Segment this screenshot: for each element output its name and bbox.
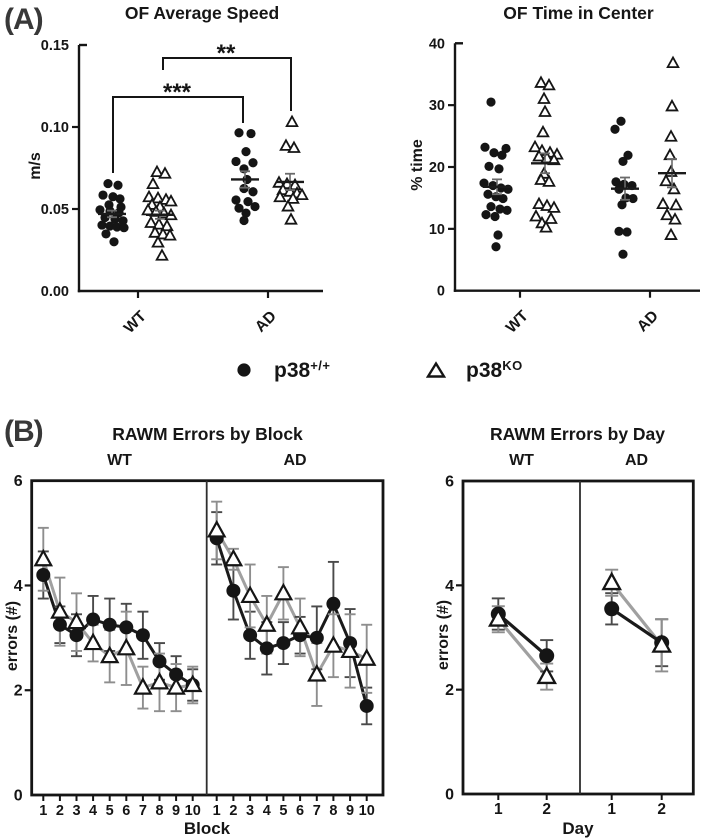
data-point-circle bbox=[617, 200, 626, 209]
legend-item-p38-knockout bbox=[426, 355, 523, 385]
data-point-circle bbox=[618, 157, 627, 166]
data-point-circle bbox=[136, 628, 150, 642]
data-point-circle bbox=[618, 250, 627, 259]
x-tick-label: AD bbox=[633, 307, 662, 336]
data-point-triangle bbox=[148, 178, 159, 188]
data-point-circle bbox=[101, 229, 110, 238]
data-point-triangle bbox=[662, 210, 673, 220]
data-point-circle bbox=[360, 699, 374, 713]
data-point-circle bbox=[326, 597, 340, 611]
chart-of_center bbox=[429, 36, 700, 336]
legend-label-superscript: +/+ bbox=[310, 358, 331, 373]
data-point-circle bbox=[226, 584, 240, 598]
data-point-triangle bbox=[309, 666, 325, 680]
data-point-circle bbox=[119, 223, 128, 232]
legend-triangle-marker bbox=[428, 364, 444, 377]
x-tick-label: 10 bbox=[184, 803, 201, 819]
significance-stars: ** bbox=[216, 40, 236, 67]
data-point-circle bbox=[241, 147, 250, 156]
data-point-triangle bbox=[546, 213, 557, 223]
data-point-circle bbox=[250, 202, 259, 211]
x-tick-label: 8 bbox=[329, 803, 338, 819]
data-point-circle bbox=[483, 190, 492, 199]
y-tick-label: 6 bbox=[13, 473, 23, 491]
data-point-triangle bbox=[287, 116, 298, 126]
y-tick-label: 2 bbox=[13, 682, 23, 700]
legend-label-p38-knockout bbox=[466, 359, 523, 381]
subpanel-label-block-ad: AD bbox=[283, 452, 307, 469]
data-point-triangle bbox=[536, 77, 547, 87]
data-point-triangle bbox=[242, 588, 258, 602]
data-point-triangle bbox=[152, 674, 168, 688]
data-point-circle bbox=[109, 237, 118, 246]
y-tick-label: 40 bbox=[428, 36, 445, 53]
chart-rawm_day bbox=[445, 474, 693, 819]
data-point-triangle bbox=[326, 637, 342, 651]
data-point-triangle bbox=[259, 616, 275, 630]
data-point-circle bbox=[490, 212, 499, 221]
data-point-circle bbox=[36, 568, 50, 582]
y-tick-label: 10 bbox=[428, 221, 445, 238]
data-point-circle bbox=[234, 128, 243, 137]
subpanel-label-block-wt: WT bbox=[107, 452, 132, 469]
data-point-circle bbox=[486, 97, 495, 106]
data-point-triangle bbox=[671, 200, 682, 210]
data-point-circle bbox=[614, 227, 623, 236]
data-point-triangle bbox=[118, 640, 134, 654]
x-tick-label: 9 bbox=[172, 803, 181, 819]
data-point-triangle bbox=[666, 131, 677, 141]
data-point-triangle bbox=[658, 199, 669, 209]
data-point-circle bbox=[616, 117, 625, 126]
data-point-circle bbox=[103, 179, 112, 188]
y-tick-label: 0.10 bbox=[40, 120, 69, 136]
y-axis-label-errors-block: errors (#) bbox=[4, 600, 21, 672]
x-tick-label: 10 bbox=[358, 803, 375, 819]
x-tick-label: 1 bbox=[493, 801, 503, 818]
y-tick-label: 0.00 bbox=[40, 284, 69, 300]
x-tick-label: 2 bbox=[229, 803, 238, 819]
data-point-triangle bbox=[157, 250, 168, 260]
data-point-circle bbox=[248, 158, 257, 167]
y-tick-label: 0 bbox=[13, 787, 23, 805]
data-point-triangle bbox=[665, 150, 676, 160]
data-point-circle bbox=[610, 125, 619, 134]
y-tick-label: 0 bbox=[445, 786, 454, 804]
data-point-circle bbox=[231, 195, 240, 204]
data-point-circle bbox=[497, 151, 506, 160]
panel-b-label: (B) bbox=[4, 415, 43, 448]
filled-circle-icon bbox=[236, 362, 252, 378]
x-tick-label: 3 bbox=[72, 803, 81, 819]
data-point-circle bbox=[53, 618, 67, 632]
x-tick-label: AD bbox=[251, 307, 280, 336]
data-point-triangle bbox=[666, 166, 677, 176]
x-tick-label: 1 bbox=[39, 803, 48, 819]
legend-circle-marker bbox=[237, 363, 250, 376]
data-point-circle bbox=[486, 202, 495, 211]
legend-label-base: p38 bbox=[274, 359, 311, 382]
data-point-triangle bbox=[276, 585, 292, 599]
y-tick-label: 0.15 bbox=[40, 38, 69, 54]
x-tick-label: 1 bbox=[607, 801, 617, 818]
x-tick-label: 4 bbox=[89, 803, 98, 819]
data-point-triangle bbox=[209, 522, 225, 536]
data-point-triangle bbox=[667, 101, 678, 111]
x-tick-label: 4 bbox=[262, 803, 271, 819]
significance-stars: *** bbox=[162, 79, 192, 106]
data-point-triangle bbox=[661, 176, 672, 186]
data-point-circle bbox=[276, 636, 290, 650]
subpanel-label-day-ad: AD bbox=[624, 452, 649, 469]
x-tick-label: WT bbox=[502, 307, 532, 337]
x-tick-label: 2 bbox=[55, 803, 64, 819]
data-point-triangle bbox=[538, 127, 549, 137]
x-tick-label: 7 bbox=[312, 803, 321, 819]
chart-title-of-average-speed: OF Average Speed bbox=[124, 3, 280, 23]
data-point-circle bbox=[231, 157, 240, 166]
data-point-triangle bbox=[292, 619, 308, 633]
y-tick-label: 2 bbox=[445, 682, 454, 700]
open-triangle-icon bbox=[426, 361, 446, 379]
x-tick-label: 8 bbox=[155, 803, 164, 819]
y-tick-label: 0 bbox=[436, 283, 445, 300]
x-tick-label: 6 bbox=[296, 803, 305, 819]
data-point-circle bbox=[86, 613, 100, 627]
data-point-circle bbox=[243, 628, 257, 642]
data-point-circle bbox=[153, 654, 167, 668]
data-point-circle bbox=[103, 618, 117, 632]
data-point-triangle bbox=[226, 551, 242, 565]
x-tick-label: WT bbox=[120, 307, 150, 337]
subpanel-label-day-wt: WT bbox=[509, 452, 534, 469]
data-point-triangle bbox=[35, 551, 51, 565]
series-line-p38wt bbox=[43, 575, 192, 685]
legend-label-base: p38 bbox=[466, 359, 503, 382]
legend-item-p38-wildtype bbox=[236, 355, 330, 385]
y-tick-label: 30 bbox=[428, 98, 445, 115]
data-point-circle bbox=[502, 206, 511, 215]
panel-a-label: (A) bbox=[4, 3, 43, 36]
legend-label-p38-wildtype bbox=[274, 359, 330, 381]
data-point-triangle bbox=[666, 229, 677, 239]
chart-title-rawm-errors-by-block: RAWM Errors by Block bbox=[112, 424, 303, 444]
data-point-circle bbox=[119, 620, 133, 634]
x-tick-label: 2 bbox=[657, 801, 667, 818]
data-point-circle bbox=[489, 148, 498, 157]
y-axis-label-center: % time bbox=[409, 139, 426, 191]
chart-of_speed bbox=[41, 38, 323, 337]
y-tick-label: 4 bbox=[13, 577, 23, 595]
data-point-triangle bbox=[539, 93, 550, 103]
data-point-triangle bbox=[286, 214, 297, 224]
chart-rawm_block bbox=[14, 473, 383, 819]
x-tick-label: 3 bbox=[246, 803, 255, 819]
data-point-circle bbox=[70, 628, 84, 642]
data-point-circle bbox=[97, 220, 106, 229]
data-point-triangle bbox=[668, 57, 679, 67]
data-point-circle bbox=[628, 194, 637, 203]
x-tick-label: 7 bbox=[138, 803, 147, 819]
x-tick-label: 9 bbox=[346, 803, 355, 819]
data-point-triangle bbox=[69, 614, 85, 628]
data-point-circle bbox=[622, 227, 631, 236]
x-tick-label: 6 bbox=[122, 803, 131, 819]
data-point-circle bbox=[310, 631, 324, 645]
data-point-circle bbox=[498, 194, 507, 203]
data-point-circle bbox=[491, 242, 500, 251]
data-point-triangle bbox=[603, 574, 620, 589]
x-tick-label: 5 bbox=[279, 803, 288, 819]
y-tick-label: 6 bbox=[445, 473, 454, 491]
chart-title-rawm-errors-by-day: RAWM Errors by Day bbox=[489, 424, 666, 444]
data-point-circle bbox=[480, 143, 489, 152]
data-point-circle bbox=[113, 181, 122, 190]
data-point-circle bbox=[481, 210, 490, 219]
significance-bracket bbox=[113, 97, 243, 173]
data-point-circle bbox=[239, 216, 248, 225]
chart-title-of-time-in-center: OF Time in Center bbox=[503, 3, 654, 23]
x-tick-label: 5 bbox=[105, 803, 114, 819]
y-axis-label-speed: m/s bbox=[27, 152, 44, 180]
y-axis-label-errors-day: errors (#) bbox=[435, 599, 452, 671]
data-point-circle bbox=[484, 162, 493, 171]
data-point-circle bbox=[115, 194, 124, 203]
data-point-circle bbox=[539, 648, 554, 663]
y-tick-label: 4 bbox=[445, 577, 454, 595]
data-point-triangle bbox=[540, 106, 551, 116]
x-tick-label: 1 bbox=[212, 803, 221, 819]
data-point-circle bbox=[493, 230, 502, 239]
data-point-circle bbox=[494, 164, 503, 173]
data-point-triangle bbox=[531, 211, 542, 221]
y-tick-label: 0.05 bbox=[40, 202, 69, 218]
y-tick-label: 20 bbox=[428, 160, 445, 176]
data-point-circle bbox=[98, 190, 107, 199]
legend-label-superscript: KO bbox=[502, 358, 523, 373]
x-tick-label: 2 bbox=[542, 801, 552, 818]
x-axis-label-day: Day bbox=[562, 819, 594, 838]
data-point-circle bbox=[604, 601, 619, 616]
data-point-circle bbox=[246, 129, 255, 138]
data-point-circle bbox=[260, 641, 274, 655]
x-axis-label-block: Block bbox=[183, 819, 231, 838]
